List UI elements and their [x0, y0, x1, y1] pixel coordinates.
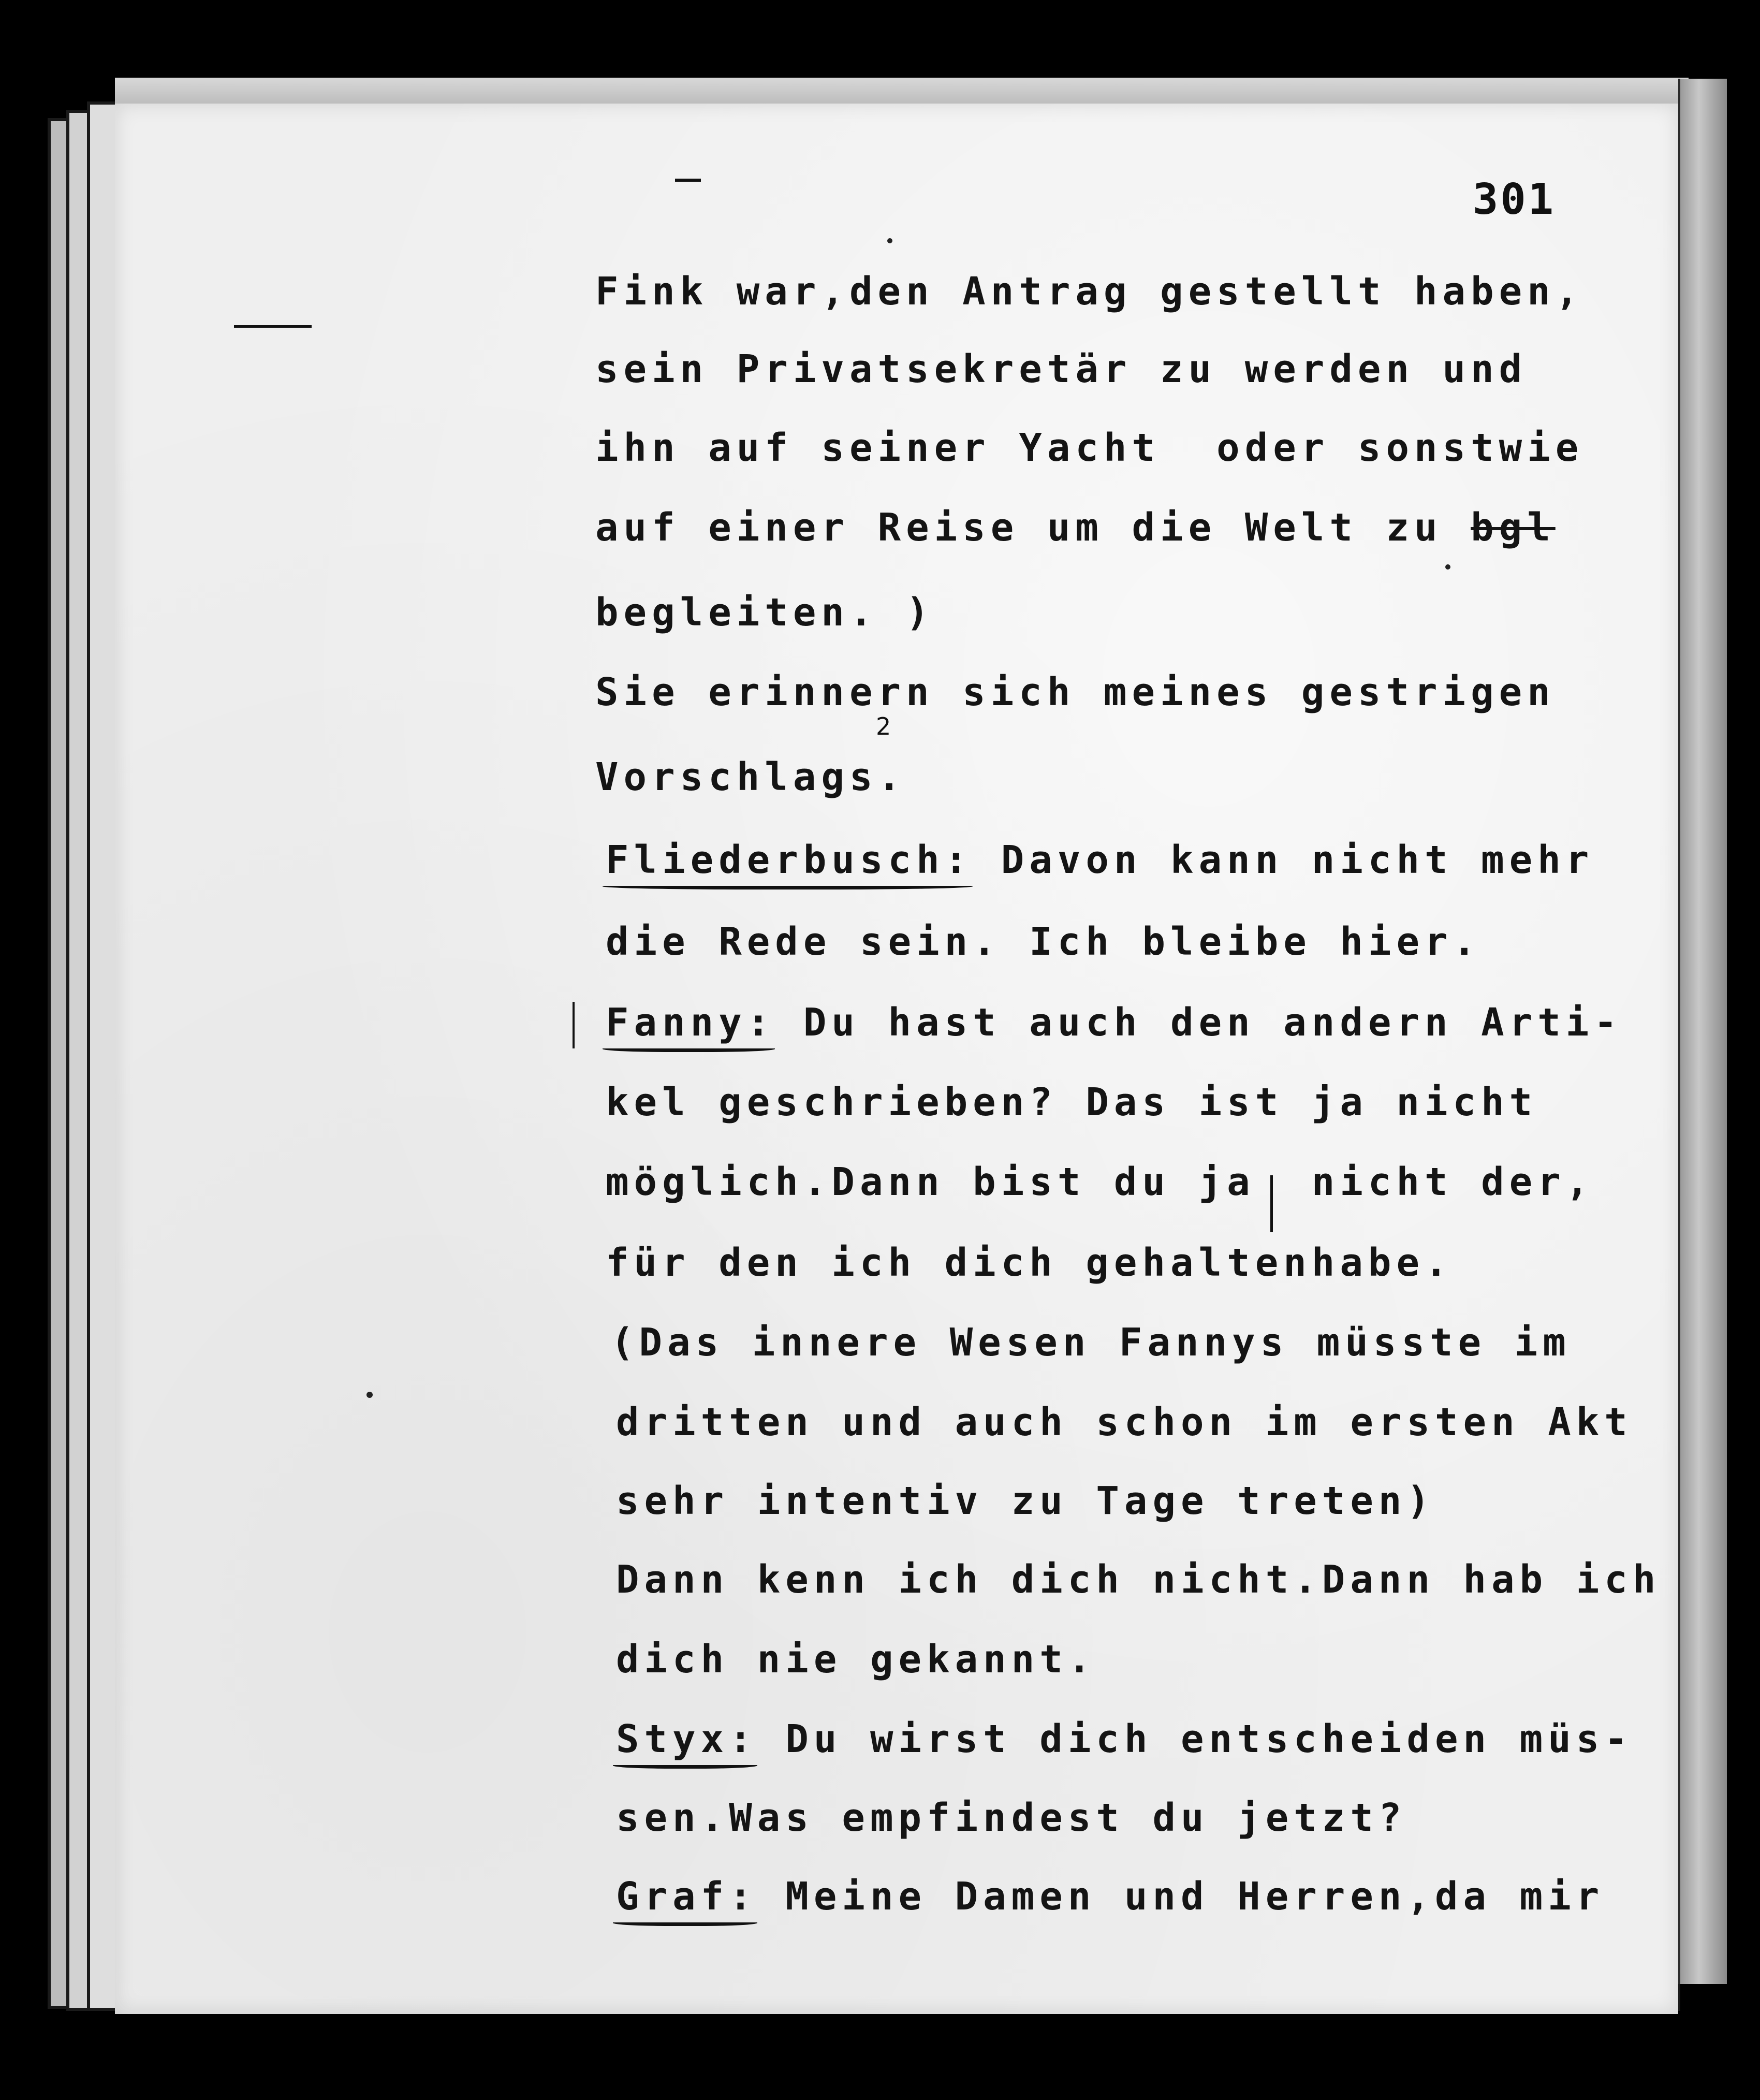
- typescript-line: [595, 590, 934, 652]
- line-text: begleiten. ): [595, 590, 934, 635]
- typescript-line: [595, 755, 906, 817]
- typescript-line: [611, 1320, 1571, 1382]
- line-text: sein Privatsekretär zu werden und: [595, 347, 1528, 391]
- handwritten-annotation: 2: [876, 712, 891, 740]
- line-text: die Rede sein. Ich bleibe hier.: [606, 920, 1482, 964]
- line-text: Sie erinnern sich meines gestrigen: [595, 670, 1556, 714]
- pencil-mark: [675, 179, 701, 182]
- line-text: Meine Damen und Herren,da mir: [757, 1874, 1605, 1919]
- typescript-line: [616, 1637, 1096, 1699]
- line-text: möglich.Dann bist du ja nicht der,: [606, 1160, 1594, 1204]
- line-text: auf einer Reise um die Welt zu: [595, 505, 1471, 550]
- typescript-line: [616, 1717, 1633, 1779]
- typescript-line: [616, 1557, 1661, 1620]
- line-text: dritten und auch schon im ersten Akt: [616, 1400, 1633, 1445]
- line-text: kel geschrieben? Das ist ja nicht: [606, 1080, 1538, 1125]
- speaker-name: Styx:: [616, 1717, 757, 1761]
- line-text: sen.Was empfindest du jetzt?: [616, 1796, 1407, 1840]
- line-text: Dann kenn ich dich nicht.Dann hab ich: [616, 1557, 1661, 1602]
- line-text: Du wirst dich entscheiden müs-: [757, 1717, 1633, 1761]
- line-text: Davon kann nicht mehr: [973, 838, 1594, 882]
- typescript-line: [595, 347, 1527, 409]
- typescript-line: [595, 269, 1583, 331]
- stacked-pages-right-edge: [1678, 79, 1727, 1984]
- line-text: für den ich dich gehaltenhabe.: [606, 1241, 1453, 1285]
- stacked-pages-top-edge: [115, 78, 1689, 106]
- typescript-line: [606, 1000, 1622, 1062]
- speaker-name: Fanny:: [606, 1000, 775, 1045]
- margin-bracket-mark: [573, 1002, 575, 1048]
- pencil-mark: [234, 325, 312, 328]
- page-number: 301: [1473, 175, 1556, 224]
- typescript-line: [606, 920, 1481, 982]
- stray-dot: [366, 1392, 373, 1398]
- speaker-name: Fliederbusch:: [606, 838, 973, 882]
- line-text: dich nie gekannt.: [616, 1637, 1096, 1682]
- line-text: (Das innere Wesen Fannys müsste im: [611, 1320, 1571, 1365]
- typescript-line: [595, 426, 1583, 488]
- typescript-line: [616, 1796, 1406, 1858]
- typescript-line: [606, 1241, 1453, 1303]
- line-text: Vorschlags.: [595, 755, 906, 799]
- speaker-name: Graf:: [616, 1874, 757, 1919]
- typescript-line: [616, 1400, 1633, 1462]
- line-text: Fink war,den Antrag gestellt haben,: [595, 269, 1584, 314]
- typescript-line: [616, 1479, 1435, 1541]
- struck-out-text: bgl: [1471, 505, 1556, 550]
- typescript-line: [616, 1874, 1604, 1936]
- typescript-line: [595, 505, 1556, 567]
- stray-dot: [887, 238, 892, 243]
- typescript-line: [595, 670, 1556, 732]
- line-text: sehr intentiv zu Tage treten): [616, 1479, 1435, 1523]
- line-text: ihn auf seiner Yacht oder sonstwie: [595, 426, 1584, 470]
- typescript-line: [606, 1080, 1537, 1142]
- typescript-line: [606, 1160, 1594, 1222]
- typescript-line: [606, 838, 1594, 900]
- line-text: Du hast auch den andern Arti-: [775, 1000, 1622, 1045]
